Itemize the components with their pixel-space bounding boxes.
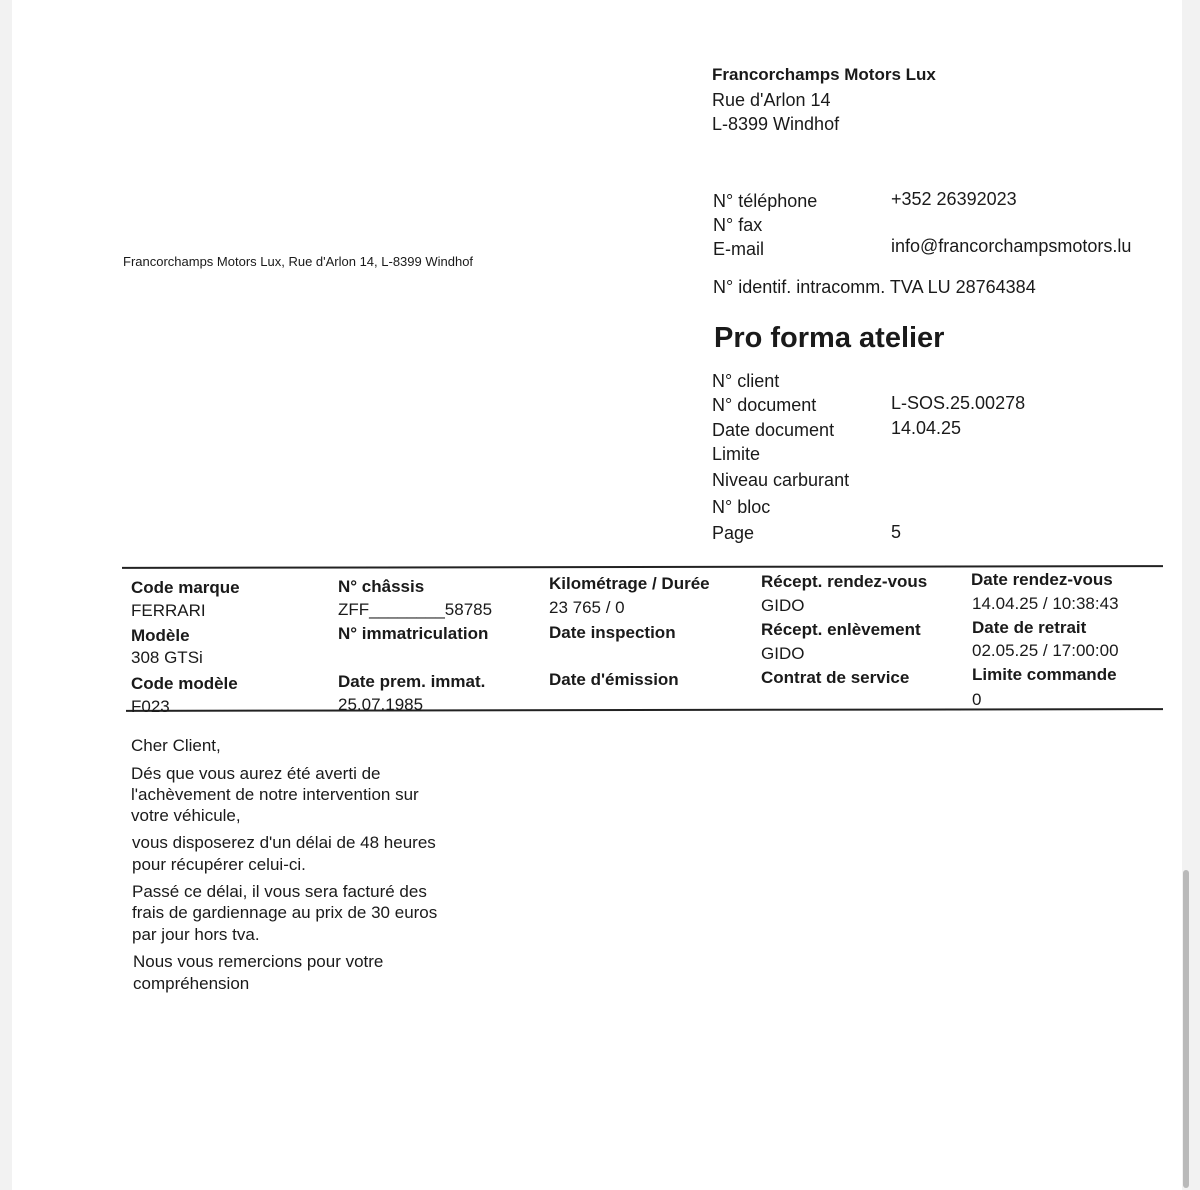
- vehicle-label: Contrat de service: [761, 668, 910, 687]
- vehicle-label: Date prem. immat.: [338, 672, 486, 691]
- chassis-number: ZFF________58785: [338, 600, 493, 619]
- letter-line: Dés que vous aurez été averti de: [131, 764, 381, 783]
- vehicle-value: F023: [131, 697, 170, 716]
- vat-number: N° identif. intracomm. TVA LU 28764384: [713, 277, 1036, 297]
- field-label: N° bloc: [712, 497, 771, 517]
- company-city: L-8399 Windhof: [712, 114, 840, 134]
- vehicle-label: Limite commande: [972, 665, 1117, 684]
- vehicle-label: Code modèle: [131, 674, 238, 693]
- vehicle-label: Modèle: [131, 626, 190, 645]
- document-date: 14.04.25: [891, 418, 962, 438]
- vehicle-label: Date de retrait: [972, 618, 1087, 637]
- vehicle-value: 0: [972, 690, 982, 709]
- vehicle-label: Récept. enlèvement: [761, 620, 921, 639]
- vertical-scrollbar[interactable]: [1183, 870, 1189, 1188]
- letter-line: pour récupérer celui-ci.: [132, 855, 306, 874]
- fax-label: N° fax: [713, 215, 763, 235]
- field-label: Page: [712, 523, 755, 543]
- field-label: Limite: [712, 444, 761, 464]
- field-label: N° document: [712, 395, 817, 415]
- vehicle-value: GIDO: [761, 644, 805, 663]
- company-name: Francorchamps Motors Lux: [712, 65, 936, 84]
- letter-line: Nous vous remercions pour votre: [133, 952, 384, 971]
- document-title: Pro forma atelier: [714, 322, 945, 354]
- field-label: Date document: [712, 420, 835, 440]
- vehicle-label: Code marque: [131, 578, 240, 597]
- vehicle-value: 308 GTSi: [131, 648, 203, 667]
- field-label: N° client: [712, 371, 780, 391]
- letter-line: votre véhicule,: [131, 806, 241, 825]
- vehicle-value: FERRARI: [131, 601, 206, 620]
- letter-line: par jour hors tva.: [132, 925, 260, 944]
- company-street: Rue d'Arlon 14: [712, 90, 831, 110]
- page-number: 5: [891, 522, 902, 542]
- vehicle-label: Récept. rendez-vous: [761, 572, 928, 591]
- letter-line: l'achèvement de notre intervention sur: [131, 785, 419, 804]
- vehicle-label: Date d'émission: [549, 670, 679, 689]
- phone-label: N° téléphone: [713, 191, 818, 211]
- return-address: Francorchamps Motors Lux, Rue d'Arlon 14, L-8399 Windhof: [123, 254, 474, 269]
- letter-line: Passé ce délai, il vous sera facturé des: [132, 882, 427, 901]
- vehicle-label: Date inspection: [549, 623, 676, 642]
- field-label: Niveau carburant: [712, 470, 850, 490]
- document-number: L-SOS.25.00278: [891, 393, 1026, 413]
- vehicle-label: Date rendez-vous: [971, 570, 1113, 589]
- email-label: E-mail: [713, 239, 765, 259]
- letter-line: compréhension: [133, 974, 250, 993]
- vehicle-value: 25.07.1985: [338, 695, 424, 714]
- letter-line: vous disposerez d'un délai de 48 heures: [132, 833, 436, 852]
- letter-line: frais de gardiennage au prix de 30 euros: [132, 903, 438, 922]
- letter-greeting: Cher Client,: [131, 736, 221, 755]
- vehicle-label: N° châssis: [338, 577, 425, 596]
- vehicle-label: Kilométrage / Durée: [549, 574, 710, 593]
- vehicle-label: N° immatriculation: [338, 624, 489, 643]
- mileage: 23 765 / 0: [549, 598, 625, 617]
- email-value: info@francorchampsmotors.lu: [891, 236, 1132, 256]
- vehicle-value: GIDO: [761, 596, 805, 615]
- phone-value: +352 26392023: [891, 189, 1017, 209]
- appointment-date: 14.04.25 / 10:38:43: [972, 594, 1119, 613]
- pickup-date: 02.05.25 / 17:00:00: [972, 641, 1119, 660]
